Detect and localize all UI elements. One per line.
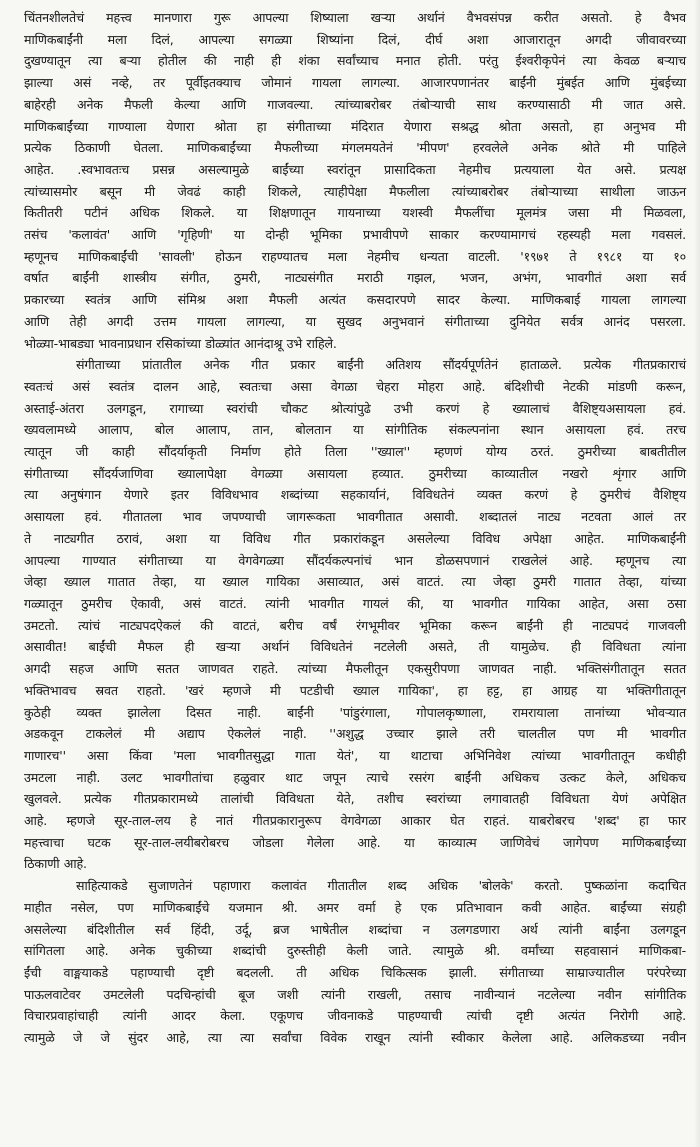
text-line: कितीतरी पटीनं अधिक शिकले. या शिक्षणातून गायनाच्या यशस्वी मैफलींचा मूलमंत्र जसा मी मिळवला, — [24, 205, 686, 221]
text-line: ठिकाणी आहे. — [24, 856, 87, 872]
text-line: ईंची वाङ्मयाकडे पहाण्याची दृष्टी बदलली. ती अधिक चिकित्सक झाली. संगीताच्या साम्राज्यातील परंपरेच्या — [24, 964, 686, 980]
paragraph-1 — [24, 7, 686, 354]
text-line: संगीताच्या सौंदर्यजाणिवा ख्यालापेक्षा वेगळ्या असायला हव्यात. ठुमरीच्या काव्यातील नखरो शृंगार आणि — [24, 465, 686, 481]
text-line: असलेल्या बंदिशीतील सर्व हिंदी, उर्दू, ब्रज भाषेतील शब्दांचा न उलगडणारा अर्थ त्यांनी बाईंना उलगडून — [24, 921, 686, 937]
text-line: आणि तेही अगदी उत्तम गायला लागल्या, या सुखद अनुभवानं संगीताच्या दुनियेत सर्वत्र आनंद पसरला. — [24, 313, 686, 329]
text-line: आहेत. .स्वभावतःच प्रसन्न असल्यामुळे बाईंच्या स्वरांतून प्रासादिकता नेहमीच प्रत्ययाला येत असे. प्रत्यक्ष — [24, 161, 686, 177]
text-line: गाणारच'' असा किंवा 'मला भावगीतसुद्धा गाता येतं', या थाटाचा अभिनिवेश त्यांच्या भावगीतातून कधीही — [24, 747, 686, 763]
text-line: वर्षात बाईंनी शास्त्रीय संगीत, ठुमरी, नाट्यसंगीत मराठी गझल, भजन, अभंग, भावगीतं अशा सर्व — [24, 270, 686, 286]
text-line: त्या अनुषंगान येणारे इतर विविधभाव शब्दांच्या सहकार्यानं, विविधतेनं व्यक्त करणं हे ठुमरीचं वैशिष्ट्य — [24, 487, 686, 503]
text-line: प्रत्येक ठिकाणी घेतला. माणिकबाईंच्या मैफलीच्या मंगलमयतेनं 'मीपण' हरवलेले अनेक श्रोते मी पाहिले — [24, 140, 686, 156]
text-line: स्वतःचं असं स्वतंत्र दालन आहे, स्वतःचा असा वेगळा चेहरा मोहरा आहे. बंदिशीची नेटकी मांडणी करून, — [24, 378, 686, 394]
text-line: माणिकबाईंनी मला दिलं, आपल्या सगळ्या शिष्यांना दिलं, दीर्घ अशा आजारातून अगदी जीवावरच्या — [24, 31, 686, 47]
text-line: महत्त्वाचा घटक सूर-ताल-लयीबरोबरच जोडला गेलेला आहे. या काव्यात्म जाणिवेचं जागेपण माणिकबाईंच्या — [24, 834, 686, 850]
text-line: बाहेरही अनेक मैफली केल्या आणि गाजवल्या. त्यांच्याबरोबर तंबोऱ्याची साथ करण्यासाठी मी जात असे. — [24, 96, 686, 112]
text-line: आपल्या गाण्यात संगीताच्या या वेगवेगळ्या सौंदर्यकल्पनांचं भान डोळसपणानं राखलेलं आहे. म्हणूनच त्या — [24, 552, 686, 568]
text-line: दुखण्यातून त्या बऱ्या होतील की नाही ही शंका सर्वांच्याच मनात होती. परंतु ईश्वरीकृपेनं त्या केवळ बऱ्याच — [24, 53, 686, 69]
text-line: असायला हवं. गीतातला भाव जपण्याची जागरूकता भावगीतात असावी. शब्दातलं नाट्य नटवता आलं तर — [24, 509, 686, 525]
text-line: पाऊलवाटेवर उमटलेली पदचिन्हांची बूज जशी त्यांनी राखली, तसाच नावीन्यानं नटलेल्या नवीन सांगीतिक — [24, 986, 686, 1002]
text-line: खुलवले. प्रत्येक गीतप्रकारामध्ये तालांची विविधता येते, तशीच स्वरांच्या लगावातही विविधता येणं अपेक्षित — [24, 791, 686, 807]
text-line: विचारप्रवाहांचाही त्यांनी आदर केला. एकूणच जीवनाकडे पाहण्याची त्यांची दृष्टी अत्यंत निरोगी आहे. — [24, 1008, 686, 1024]
text-line: जेव्हा ख्याल गातात तेव्हा, या ख्याल गायिका असाव्यात, असं वाटतं. त्या जेव्हा ठुमरी गातात तेव्हा, यांच्या — [24, 574, 686, 590]
text-line: ते नाट्यगीत ठरावं, अशा या विविध गीत प्रकारांकडून असलेल्या विविध अपेक्षा आहेत. माणिकबाईंनी — [24, 530, 686, 546]
text-line: अगदी सहज आणि सतत जाणवत राहते. त्यांच्या मैफलीतून एकसुरीपणा जाणवत नाही. भक्तिसंगीतातून सतत — [24, 661, 686, 677]
text-line: माणिकबाईंच्या गाण्याला येणारा श्रोता हा संगीताच्या मंदिरात येणारा सश्रद्ध श्रोता असतो, हा अनुभव मी — [24, 118, 686, 134]
text-line: संगीताच्या प्रांतातील अनेक गीत प्रकार बाईंनी अतिशय सौंदर्यपूर्णतेनं हाताळले. प्रत्येक गीतप्रकाराचं — [76, 357, 686, 373]
paragraph-2 — [24, 354, 686, 875]
text-line: म्हणूनच माणिकबाईंची 'सावली' होऊन राहण्यातच मला नेहमीच धन्यता वाटली. '१९७१ ते १९८१ या १० — [24, 248, 686, 264]
text-line: त्यातून जी काही सौंदर्याकृती निर्माण होते तिला ''ख्याल'' म्हणणं योग्य ठरतं. ठुमरीच्या बाबतीतील — [24, 444, 686, 460]
text-line: गळ्यातून ठुमरीच ऐकावी, असं वाटतं. त्यांनी भावगीत गायलं की, या भावगीत गायिका आहेत, असा ठसा — [24, 595, 686, 611]
text-line: भक्तिभावच स्रवत राहतो. 'खरं म्हणजे मी पटडीची ख्याल गायिका', हा हट्ट, हा आग्रह या भक्तिगीतातून — [24, 682, 686, 698]
text-line: ख्यवलामध्ये आलाप, बोल आलाप, तान, बोलतान या सांगीतिक संकल्पनांना स्थान असायला हवं. तरच — [24, 422, 686, 438]
text-line: प्रकारच्या स्वतंत्र आणि संमिश्र अशा मैफली अत्यंत कसदारपणे सादर केल्या. माणिकबाई गायला लागल्या — [24, 292, 686, 308]
text-line: चिंतनशीलतेचं महत्त्व मानणारा गुरू आपल्या शिष्याला खऱ्या अर्थानं वैभवसंपन्न करीत असतो. हे वैभव — [24, 10, 686, 25]
text-line: अस्ताई-अंतरा उलगडून, रागाच्या स्वरांची चौकट श्रोत्यांपुढे उभी करणं हे ख्यालाचं वैशिष्ट्यअसायला हवं. — [24, 400, 686, 416]
text-line: उमटतो. त्यांचं नाट्यपदऐकलं की वाटतं, बरीच वर्षं रंगभूमीवर भूमिका करून बाईंनी ही नाट्यपदं गाजवली — [24, 617, 686, 633]
text-line: असावीत! बाईंची मैफल ही खऱ्या अर्थानं विविधतेनं नटलेली असते, ती यामुळेच. ही विविधता त्यांना — [24, 639, 686, 655]
text-line: सांगितला आहे. अनेक चुकीच्या शब्दांची दुरुस्तीही केली जाते. त्यामुळे श्री. वर्मांच्या सहवासानं माणिकबा- — [24, 943, 686, 959]
text-line: त्यांच्यासमोर बसून मी जेवढं काही शिकले, त्याहीपेक्षा मैफलीला त्यांच्याबरोबर तंबोऱ्याच्या साथीला जाऊन — [24, 183, 686, 199]
text-line: साहित्याकडे सुजाणतेनं पहाणारा कलावंत गीतातील शब्द अधिक 'बोलके' करतो. पुष्कळांना कदाचित — [76, 878, 686, 894]
text-line: अडकवून टाकलेलं मी अद्याप ऐकलेलं नाही. ''अशुद्ध उच्चार झाले तरी चालतील पण मी भावगीत — [24, 726, 686, 742]
text-line: उमटला नाही. उलट भावगीतांचा हळुवार थाट जपून त्याचे रसरंग बाईंनी अधिकच उत्कट केले, अधिकच — [24, 769, 686, 785]
text-line: माहीत नसेल, पण माणिकबाईंचे यजमान श्री. अमर वर्मा हे एक प्रतिभावान कवी आहेत. बाईंच्या संग्रही — [24, 899, 686, 915]
text-line: तसंच 'कलावंत' आणि 'गृहिणी' या दोन्ही भूमिका प्रभावीपणे साकार करण्यामागचं रहस्यही मला गवसलं. — [24, 227, 686, 243]
text-line: आहे. म्हणजे सूर-ताल-लय हे नातं गीतप्रकारानुरूप वेगवेगळा आकार घेत राहतं. याबरोबरच 'शब्द' हा फार — [24, 813, 686, 829]
text-line: कुठेही व्यक्त झालेला दिसत नाही. बाईंनी 'पांडुरंगाला, गोपालकृष्णाला, रामरायाला तानांच्या भोवऱ्यात — [24, 704, 686, 720]
text-line: भोळ्या-भाबड्या भावनाप्रधान रसिकांच्या डोळ्यांत आनंदाश्रू उभे राहिले. — [24, 335, 337, 351]
scan-edge-shadow — [694, 0, 700, 1147]
text-line: त्यामुळे जे जे सुंदर आहे, त्या त्या सर्वांचा विवेक राखून त्यांनी स्वीकार केलेला आहे. अलिकडच्या नवीन — [24, 1030, 686, 1046]
text-line: झाल्या असं नव्हे, तर पूर्वीइतक्याच जोमानं गायला लागल्या. आजारपणानंतर बाईंनी मुंबईत आणि मुंबईच्या — [24, 75, 686, 91]
paragraph-3 — [24, 875, 686, 1049]
